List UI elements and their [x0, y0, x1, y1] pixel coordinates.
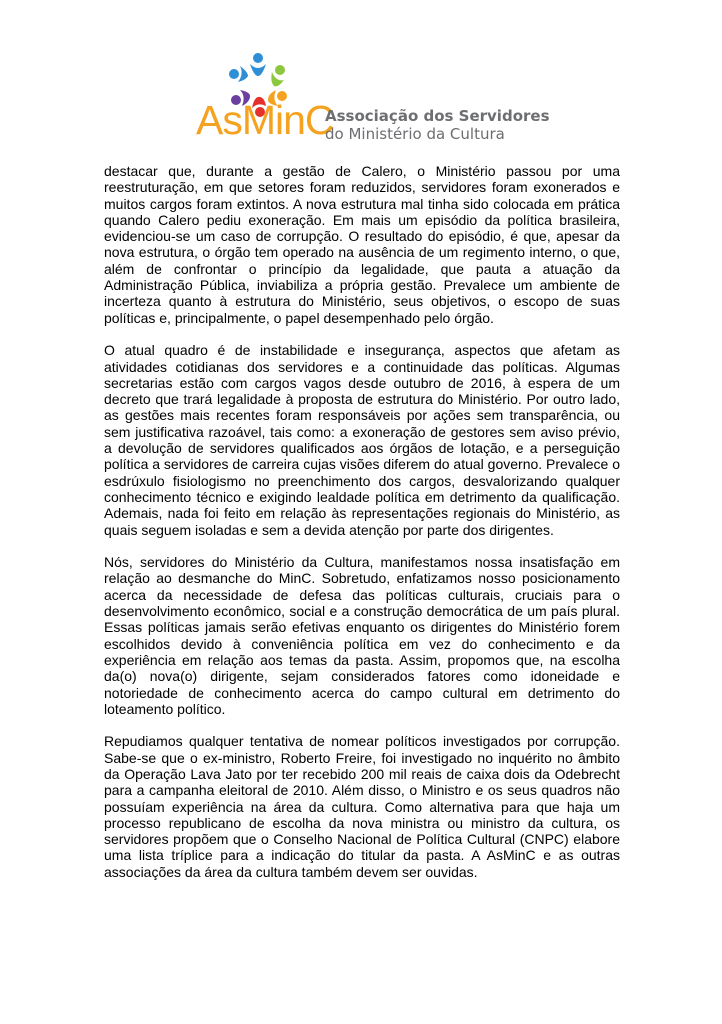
- organization-name: [325, 107, 550, 143]
- letterhead: [0, 0, 722, 150]
- paragraph: O atual quadro é de instabilidade e insegurança, aspectos que afetam as atividades cotidianas dos servidores e a continuidade das políticas. Algumas secretarias estão com cargos vagos desde outubro de 2016, à espera de um decreto que trará legalidade à proposta de estrutura do Ministério. Por outro lado, as gestões mais recentes foram responsáveis por ações sem transparência, ou sem justificativa razoável, tais como: a exoneração de gestores sem aviso prévio, a devolução de servidores qualificados aos órgãos de lotação, e a perseguição política a servidores de carreira cujas visões diferem do atual governo. Prevalece o esdrúxulo fisiologismo no preenchimento dos cargos, desvalorizando qualquer conhecimento técnico e exigindo lealdade política em detrimento da qualificação. Ademais, nada foi feito em relação às representações regionais do Ministério, as quais seguem isoladas e sem a devida atenção por parte dos dirigentes.: [104, 342, 620, 538]
- organization-name-line1: Associação dos Servidores: [325, 107, 550, 125]
- paragraph: Nós, servidores do Ministério da Cultura, manifestamos nossa insatisfação em relação ao desmanche do MinC. Sobretudo, enfatizamos nosso posicionamento acerca da necessidade de defesa das políticas culturais, cruciais para o desenvolvimento econômico, social e a construção democrática de um país plural. Essas políticas jamais serão efetivas enquanto os dirigentes do Ministério forem escolhidos devido à conveniência política em vez do conhecimento e da experiência em relação aos temas da pasta. Assim, propomos que, na escolha da(o) nova(o) dirigente, sejam considerados fatores como idoneidade e notoriedade de conhecimento acerca do campo cultural em detrimento do loteamento político.: [104, 554, 620, 717]
- wordmark-as: As: [196, 97, 242, 143]
- asminc-wordmark: [196, 98, 334, 142]
- organization-name-line2: do Ministério da Cultura: [325, 125, 505, 143]
- paragraph: Repudiamos qualquer tentativa de nomear políticos investigados por corrupção. Sabe-se que o ex-ministro, Roberto Freire, foi investigado no inquérito no âmbito da Operação Lava Jato por ter recebido 200 mil reais de caixa dois da Odebrecht para a campanha eleitoral de 2010. Além disso, o Ministro e os seus quadros não possuíam experiência na área da cultura. Como alternativa para que haja um processo republicano de escolha da nova ministra ou ministro da cultura, os servidores propõem que o Conselho Nacional de Política Cultural (CNPC) elabore uma lista tríplice para a indicação do titular da pasta. A AsMinC e as outras associações da área da cultura também devem ser ouvidas.: [104, 733, 620, 880]
- document-body: [104, 163, 620, 896]
- wordmark-minc: MinC: [241, 97, 334, 143]
- paragraph: destacar que, durante a gestão de Calero, o Ministério passou por uma reestruturação, em que setores foram reduzidos, servidores foram exonerados e muitos cargos foram extintos. A nova estrutura mal tinha sido colocada em prática quando Calero pediu exoneração. Em mais um episódio da política brasileira, evidenciou-se um caso de corrupção. O resultado do episódio, é que, apesar da nova estrutura, o órgão tem operado na ausência de um regimento interno, o que, além de confrontar o princípio da legalidade, que pauta a atuação da Administração Pública, inviabiliza a própria gestão. Prevalece um ambiente de incerteza quanto à estrutura do Ministério, seus objetivos, o escopo de suas políticas e, principalmente, o papel desempenhado pelo órgão.: [104, 163, 620, 326]
